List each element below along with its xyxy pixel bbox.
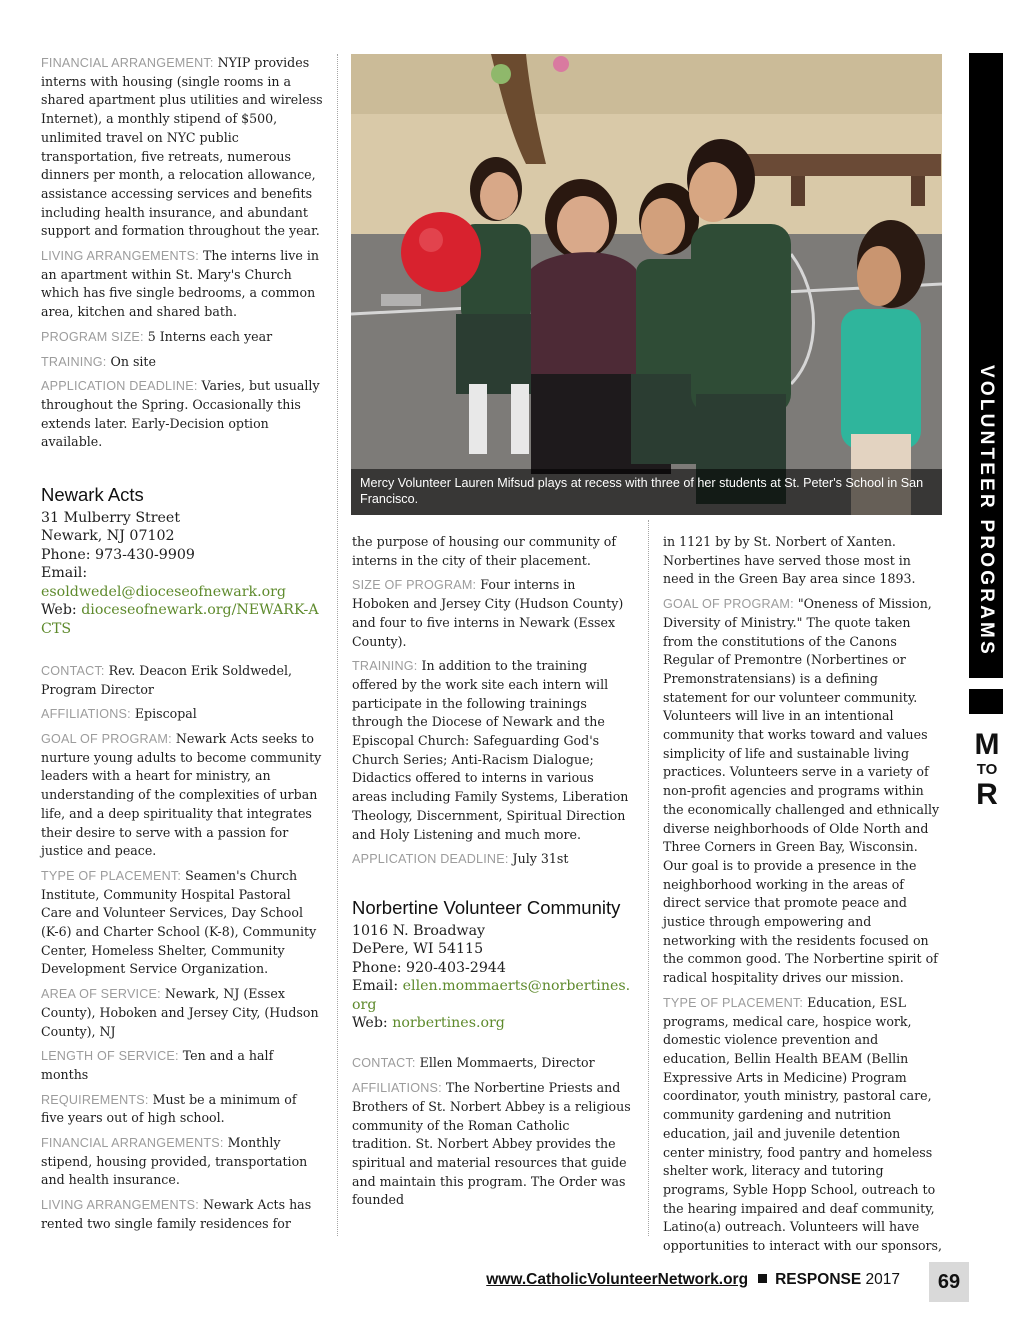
square-bullet-icon	[758, 1274, 767, 1283]
text: Newark Acts seeks to nurture young adults to become community leaders with a heart for ministry, an understanding of the complexities of urban life, and a deep spirituality that integrates their desire to serve with a passion for justice and peace.	[41, 731, 322, 859]
label: SIZE OF PROGRAM:	[352, 578, 477, 593]
web-link[interactable]: norbertines.org	[392, 1014, 505, 1031]
text: The interns live in an apartment within St. Mary's Church which has five single bedrooms, a common area, kitchen and shared bath.	[41, 248, 319, 320]
range-from: M	[974, 728, 1000, 761]
newark-address-block	[41, 509, 323, 638]
photo-caption: Mercy Volunteer Lauren Mifsud plays at recess with three of her students at St. Peter's School in San Francisco.	[351, 469, 942, 515]
program-size-nyip	[41, 328, 323, 347]
label: TRAINING:	[352, 659, 418, 674]
norbertine-heading: Norbertine Volunteer Community	[352, 896, 621, 918]
publication-year: 2017	[865, 1271, 900, 1288]
newark-size	[352, 576, 632, 651]
text: Must be a minimum of five years out of high school.	[41, 1091, 297, 1126]
label: TRAINING:	[41, 354, 107, 369]
label: REQUIREMENTS:	[41, 1092, 149, 1107]
label: LIVING ARRANGEMENTS:	[41, 1198, 199, 1213]
text: Newark, NJ (Essex County), Hoboken and Jersey City, (Hudson County), NJ	[41, 986, 319, 1039]
living-arrangements-nyip	[41, 247, 323, 322]
text: The Norbertine Priests and Brothers of St. Norbert Abbey is a religious community of the Roman Catholic tradition. St. Norbert Abbey provides the spiritual and material resources that guide and maintain this program. The Order was founded	[352, 1080, 631, 1208]
column-3	[663, 533, 943, 1262]
norbertine-contact	[352, 1054, 632, 1073]
newark-living	[41, 1196, 323, 1233]
newark-deadline	[352, 850, 632, 869]
text: 5 Interns each year	[147, 328, 273, 344]
newark-affiliations	[41, 705, 323, 724]
email-label: Email:	[41, 565, 88, 582]
email-link[interactable]: ellen.mommaerts@norbertines.org	[352, 978, 631, 1013]
text: Ellen Mommaerts, Director	[419, 1055, 595, 1071]
address-line-1: 31 Mulberry Street	[41, 510, 181, 527]
email-link[interactable]: esoldwedel@dioceseofnewark.org	[41, 583, 286, 600]
newark-contact	[41, 662, 323, 699]
address-line-2: DePere, WI 54115	[352, 941, 484, 958]
label: FINANCIAL ARRANGEMENTS:	[41, 1136, 224, 1151]
section-title: VOLUNTEER PROGRAMS	[976, 365, 997, 657]
web-line	[352, 1014, 632, 1032]
publication-name: RESPONSE	[775, 1271, 862, 1288]
footer	[440, 1266, 900, 1294]
label: AREA OF SERVICE:	[41, 987, 161, 1002]
page-number: 69	[929, 1262, 969, 1302]
text: Ten and a half months	[41, 1048, 274, 1082]
label: AFFILIATIONS:	[41, 707, 131, 722]
text: In addition to the training offered by the work site each intern will participate in the following trainings through the Diocese of Newark and the Episcopal Church: Safeguarding God's Church Series; Anti-Racism Dialogue; Didactics offered to interns in various areas including Family Systems, Liberation Theology, Discernment, Spiritual Direction and Holy Listening and much more.	[352, 658, 629, 842]
phone: Phone: 973-430-9909	[41, 546, 195, 563]
range-to: R	[976, 778, 998, 811]
label: CONTACT:	[352, 1056, 416, 1071]
label: LENGTH OF SERVICE:	[41, 1049, 179, 1064]
label: AFFILIATIONS:	[352, 1081, 442, 1096]
web-label: Web:	[352, 1014, 388, 1031]
address-line-2: Newark, NJ 07102	[41, 528, 175, 545]
web-link[interactable]: dioceseofnewark.org/NEWARK-ACTS	[41, 602, 319, 637]
label: APPLICATION DEADLINE:	[352, 852, 509, 867]
newark-length	[41, 1047, 323, 1084]
label: TYPE OF PLACEMENT:	[41, 868, 182, 883]
web-label: Web:	[41, 602, 77, 619]
newark-financial	[41, 1134, 323, 1190]
column-divider-1	[337, 54, 338, 1236]
newark-acts-heading: Newark Acts	[41, 484, 144, 506]
label: LIVING ARRANGEMENTS:	[41, 249, 199, 264]
address-line-1: 1016 N. Broadway	[352, 922, 486, 939]
text: NYIP provides interns with housing (single rooms in a shared apartment plus utilities and wireless Internet), a monthly stipend of $500, unlimited travel on NYC public transportation, five retreats, numerous dinners per month, a relocation allowance, assistance accessing services and benefits including health insurance, and abundant support and formation throughout the year.	[41, 55, 323, 239]
norbertine-goal	[663, 595, 943, 988]
recess-photo	[351, 54, 942, 515]
norbertine-affiliations	[352, 1079, 632, 1210]
photo	[351, 54, 942, 515]
text: Newark Acts has rented two single family residences for	[41, 1197, 312, 1231]
footer-url[interactable]: www.CatholicVolunteerNetwork.org	[486, 1271, 749, 1288]
deadline-nyip	[41, 377, 323, 452]
norbertine-placement	[663, 994, 943, 1256]
web-line	[41, 601, 323, 638]
text: Four interns in Hoboken and Jersey City (Hudson County) and four to five interns in Newark (Essex County).	[352, 577, 624, 649]
phone: Phone: 920-403-2944	[352, 959, 506, 976]
column-divider-2	[648, 520, 649, 1236]
text: July 31st	[512, 851, 569, 867]
label: TYPE OF PLACEMENT:	[663, 995, 804, 1010]
text: Seamen's Church Institute, Community Hospital Pastoral Care and Volunteer Services, Day School (K-6) and Charter School (K-8), Community Center, Homeless Shelter, Community Development Service Organization.	[41, 867, 317, 977]
text: Varies, but usually throughout the Spring. Occasionally this extends later. Early-Decision option available.	[41, 378, 320, 450]
newark-area	[41, 985, 323, 1041]
newark-goal	[41, 730, 323, 861]
norbertine-affiliations-continued: in 1121 by by St. Norbert of Xanten. Norbertines have served those most in need in the Green Bay area since 1893.	[663, 534, 916, 587]
email-label: Email:	[352, 978, 399, 995]
text: Education, ESL programs, medical care, hospice work, domestic violence prevention and education, Bellin Health BEAM (Bellin Expressive Arts in Medicine) Program coordinator, youth ministry, pastoral care, community gardening and nutrition education, jail and juvenile detention center ministry, food pantry and homeless shelter work, literacy and tutoring programs, Syble Hopp School, outreach to the hearing impaired and deaf community, Latino(a) outreach. Volunteers will have opportunities to interact with our sponsors,	[663, 994, 943, 1254]
sidebar-block	[969, 689, 1003, 714]
label: CONTACT:	[41, 663, 105, 678]
newark-placement	[41, 867, 323, 979]
label: FINANCIAL ARRANGEMENT:	[41, 56, 214, 70]
norbertine-address-block	[352, 922, 632, 1032]
label: GOAL OF PROGRAM:	[663, 597, 794, 612]
text: Rev. Deacon Erik Soldwedel, Program Director	[41, 662, 292, 697]
newark-living-continued: the purpose of housing our community of interns in the city of their placement.	[352, 534, 617, 568]
alphabet-range	[969, 730, 1005, 810]
fin-arrangement-nyip	[41, 54, 323, 241]
text: Monthly stipend, housing provided, transportation and health insurance.	[41, 1135, 308, 1188]
column-2	[352, 533, 632, 1216]
range-to-word: TO	[976, 761, 998, 778]
label: APPLICATION DEADLINE:	[41, 379, 198, 394]
label: GOAL OF PROGRAM:	[41, 732, 172, 747]
text: "Oneness of Mission, Diversity of Ministry." The quote taken from the constitutions of the Canons Regular of Premontre (Norbertines or Premonstratensians) is a defining statement for our volunteer community. Volunteers will live in an intentional community that works toward and values simplicity of life and sustainable living practices. Volunteers serve in a variety of non-profit agencies and programs within the economically challenged and ethnically diverse neighborhoods of Olde North and Three Corners in Green Bay, Wisconsin. Our goal is to provide a presence in the neighborhood working in the areas of direct service that promote peace and justice through empowering and networking with the residents focused on the common good. The Norbertine spirit of radical hospitality drives our mission.	[663, 596, 940, 986]
text: Episcopal	[134, 706, 197, 722]
text: On site	[110, 353, 156, 369]
email-line	[41, 564, 323, 601]
label: PROGRAM SIZE:	[41, 329, 144, 344]
email-line	[352, 977, 632, 1014]
newark-requirements	[41, 1091, 323, 1128]
training-nyip	[41, 353, 323, 372]
column-1	[41, 54, 323, 1240]
newark-training	[352, 657, 632, 844]
